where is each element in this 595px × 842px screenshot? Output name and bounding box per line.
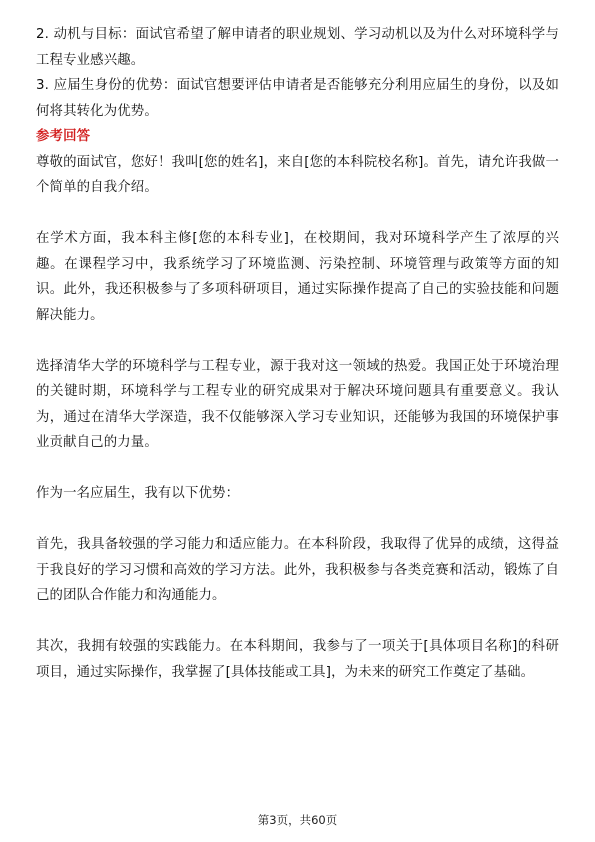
answer-paragraph-advantages-intro: 作为一名应届生，我有以下优势： — [36, 486, 240, 501]
paragraph-spacer — [36, 201, 559, 227]
paragraph-spacer — [36, 609, 559, 635]
paragraph-spacer — [36, 456, 559, 482]
answer-paragraph-greeting: 尊敬的面试官，您好！我叫[您的姓名]，来自[您的本科院校名称]。首先，请允许我做一个简单的自我介绍。 — [36, 154, 559, 195]
page-number-footer: 第3页，共60页 — [257, 813, 338, 827]
answer-paragraph-second: 其次，我拥有较强的实践能力。在本科期间，我参与了一项关于[具体项目名称]的科研项目，通过实际操作，我掌握了[具体技能或工具]，为未来的研究工作奠定了基础。 — [36, 639, 559, 680]
paragraph-spacer — [36, 328, 559, 354]
paragraph-spacer — [36, 507, 559, 533]
answer-paragraph-first: 首先，我具备较强的学习能力和适应能力。在本科阶段，我取得了优异的成绩，这得益于我良好的学习习惯和高效的学习方法。此外，我积极参与各类竞赛和活动，锻炼了自己的团队合作能力和沟通能力。 — [36, 537, 559, 603]
page-content — [36, 22, 559, 685]
answer-paragraph-motivation: 选择清华大学的环境科学与工程专业，源于我对这一领域的热爱。我国正处于环境治理的关键时期，环境科学与工程专业的研究成果对于解决环境问题具有重要意义。我认为，通过在清华大学深造，我不仅能够深入学习专业知识，还能够为我国的环境保护事业贡献自己的力量。 — [36, 358, 559, 450]
reference-answer-heading: 参考回答 — [36, 129, 91, 144]
intro-point-3: 3. 应届生身份的优势：面试官想要评估申请者是否能够充分利用应届生的身份，以及如何将其转化为优势。 — [36, 78, 559, 119]
answer-paragraph-academic: 在学术方面，我本科主修[您的本科专业]，在校期间，我对环境科学产生了浓厚的兴趣。在课程学习中，我系统学习了环境监测、污染控制、环境管理与政策等方面的知识。此外，我还积极参与了多项科研项目，通过实际操作提高了自己的实验技能和问题解决能力。 — [36, 231, 559, 323]
intro-point-2: 2. 动机与目标：面试官希望了解申请者的职业规划、学习动机以及为什么对环境科学与工程专业感兴趣。 — [36, 27, 559, 68]
